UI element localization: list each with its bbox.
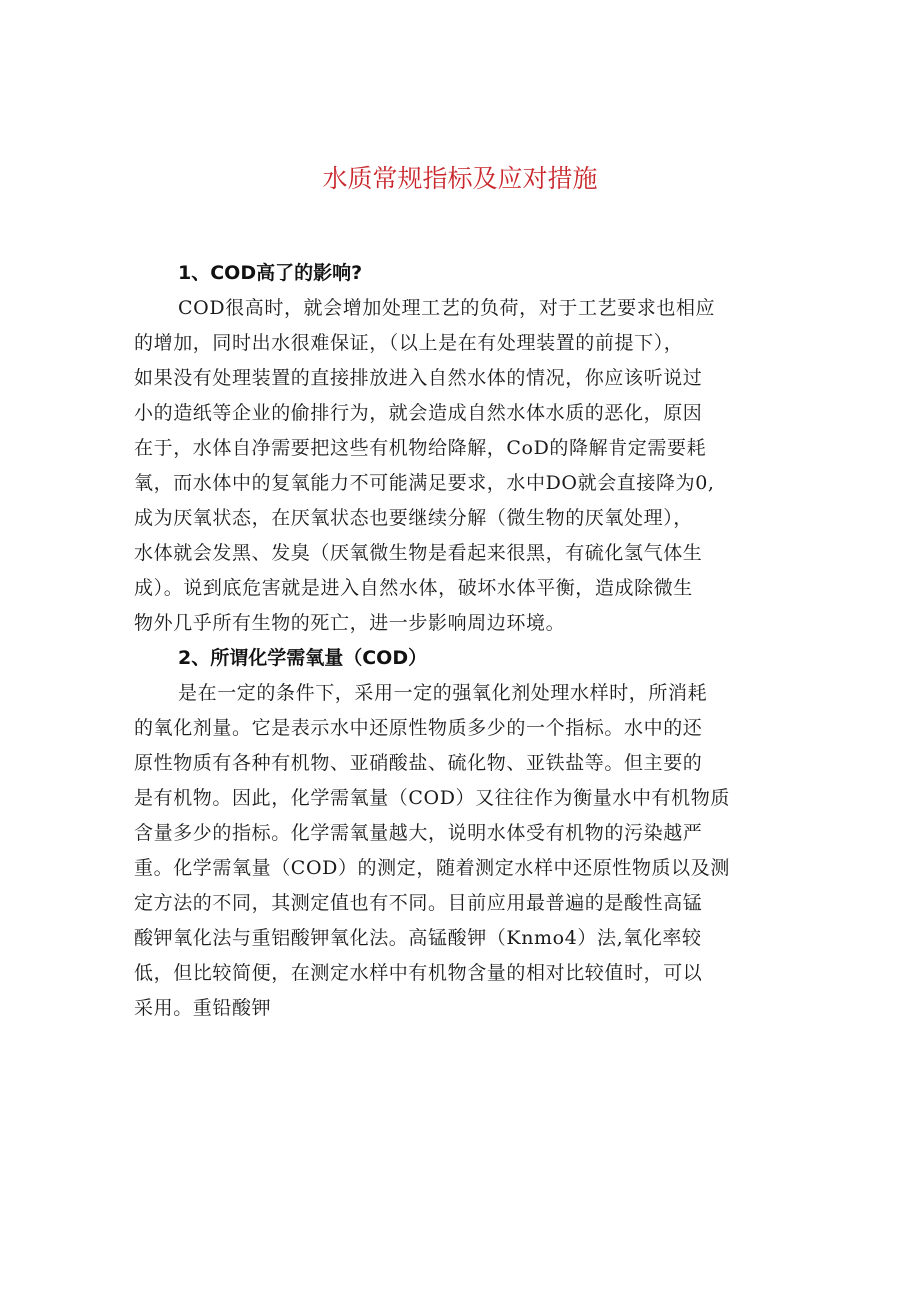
paragraph-line: 水体就会发黑、发臭（厌氧微生物是看起来很黑，有硫化氢气体生 bbox=[134, 542, 703, 564]
paragraph-line: 定方法的不同，其测定值也有不同。目前应用最普遍的是酸性高锰 bbox=[134, 892, 703, 914]
paragraph-line: 采用。重铅酸钾 bbox=[134, 997, 272, 1019]
paragraph-line: 氧，而水体中的复氧能力不可能满足要求，水中DO就会直接降为0, bbox=[134, 472, 715, 494]
paragraph-line: 的增加，同时出水很难保证，（以上是在有处理装置的前提下）， bbox=[134, 332, 684, 354]
paragraph-line: 是在一定的条件下，采用一定的强氧化剂处理水样时，所消耗 bbox=[178, 682, 708, 704]
paragraph-line: 低，但比较简便，在测定水样中有机物含量的相对比较值时，可以 bbox=[134, 962, 703, 984]
paragraph-line: 是有机物。因此，化学需氧量（COD）又往往作为衡量水中有机物质 bbox=[134, 787, 730, 809]
paragraph-line: COD很高时，就会增加处理工艺的负荷，对于工艺要求也相应 bbox=[178, 297, 716, 319]
section-heading: 1、COD高了的影响? bbox=[178, 262, 363, 284]
section-cod-impact bbox=[134, 256, 794, 641]
paragraph-line: 原性物质有各种有机物、亚硝酸盐、硫化物、亚铁盐等。但主要的 bbox=[134, 752, 703, 774]
section-cod-definition bbox=[134, 641, 794, 1026]
paragraph-line: 如果没有处理装置的直接排放进入自然水体的情况，你应该听说过 bbox=[134, 367, 703, 389]
section-heading: 2、所谓化学需氧量（COD） bbox=[178, 647, 428, 669]
paragraph-line: 小的造纸等企业的偷排行为，就会造成自然水体水质的恶化，原因 bbox=[134, 402, 703, 424]
paragraph-line: 的氧化剂量。它是表示水中还原性物质多少的一个指标。水中的还 bbox=[134, 717, 703, 739]
paragraph-line: 成为厌氧状态，在厌氧状态也要继续分解（微生物的厌氧处理）， bbox=[134, 507, 693, 529]
paragraph-line: 含量多少的指标。化学需氧量越大，说明水体受有机物的污染越严 bbox=[134, 822, 703, 844]
paragraph-line: 酸钾氧化法与重铝酸钾氧化法。高锰酸钾（Knmo4）法,氧化率较 bbox=[134, 927, 702, 949]
paragraph-line: 重。化学需氧量（COD）的测定，随着测定水样中还原性物质以及测 bbox=[134, 857, 730, 879]
paragraph-line: 成）。说到底危害就是进入自然水体，破坏水体平衡，造成除微生 bbox=[134, 577, 693, 599]
paragraph-line: 在于，水体自净需要把这些有机物给降解，CoD的降解肯定需要耗 bbox=[134, 437, 707, 459]
document-body bbox=[134, 256, 794, 1026]
paragraph-line: 物外几乎所有生物的死亡，进一步影响周边环境。 bbox=[134, 612, 566, 634]
document-title: 水质常规指标及应对措施 bbox=[322, 164, 598, 193]
